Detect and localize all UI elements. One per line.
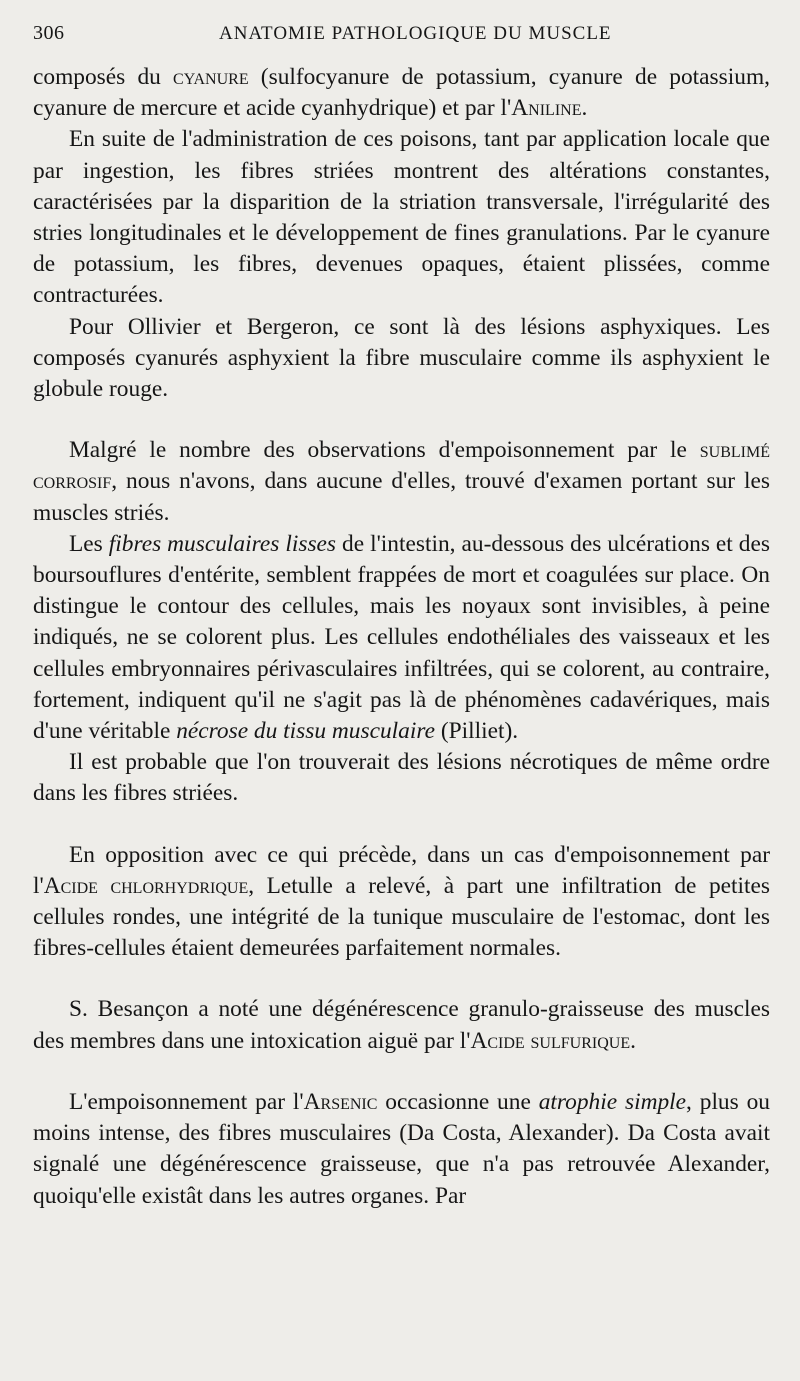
text-run: Pour Ollivier et Bergeron, ce sont là des lésions asphyxiques. Les composés cyanurés asphyxient la fibre musculaire comme ils asphyxient le globule rouge. [33,313,770,403]
paragraph-sublime-corrosif [33,435,770,529]
text-run: (sulfocyanure de potassium, cyanure de potassium, cyanure de mercure et acide cyanhydrique) et par l' [33,64,770,122]
body-text [33,62,770,1212]
paragraph-ollivier-bergeron [33,312,770,406]
page-header [33,22,770,62]
text-run: En suite de l'administration de ces poisons, tant par application locale que par ingestion, les fibres striées montrent des altérations constantes, caractérisées par la disparition de la striation transversale, l'irrégularité des stries longitudinales et le développement de fines granulations. Par le cyanure de potassium, les fibres, devenues opaques, étaient plissées, comme contracturées. [33,126,770,309]
text-run: L'empoisonnement par l' [69,1088,304,1115]
italic-term: fibres musculaires lisses [108,530,337,557]
text-run: , Letulle a relevé, à part une infiltration de petites cellules rondes, une intégrité de la tunique musculaire de l'estomac, dont les fibres-cellules étaient demeurées parfaitement normales. [33,872,770,962]
paragraph-cyanure-continued [33,62,770,124]
paragraph-cyanure-lesions [33,124,770,311]
text-run: . [630,1027,636,1054]
small-caps-term: cyanure [173,64,249,90]
page-number: 306 [33,22,65,44]
italic-term: atrophie simple [538,1088,687,1115]
small-caps-term: Acide chlorhydrique [43,872,249,899]
text-run: Malgré le nombre des observations d'empoisonnement par le [69,437,700,464]
text-run: (Pilliet). [434,718,519,745]
paragraph-acide-chlorhydrique [33,840,770,965]
small-caps-term: Aniline [511,95,582,122]
text-run: Les [69,530,109,557]
text-run: . [581,95,588,122]
small-caps-term: sublimé corrosif [33,437,770,495]
text-run: , plus ou moins intense, des fibres musculaires (Da Costa, Alexander). Da Costa avait signalé une dégénérescence graisseuse, que n'a pas retrouvée Alexander, quoiqu'elle existât dans les autres organes. Par [33,1088,770,1209]
text-run: , nous n'avons, dans aucune d'elles, trouvé d'examen portant sur les muscles striés. [33,468,770,526]
small-caps-term: Acide sulfurique [470,1027,631,1054]
text-run: occasionne une [377,1088,539,1115]
italic-term: nécrose du tissu musculaire [176,718,435,745]
paragraph-lesions-necrotiques [33,747,770,809]
text-run: de l'intestin, au-dessous des ulcérations et des boursouflures d'entérite, semblent frappées de mort et coagulées sur place. On distingue le contour des cellules, mais les noyaux sont invisibles, à peine indiqués, ne se colorent plus. Les cellules endothéliales des vaisseaux et les cellules embryonnaires périvasculaires infiltrées, qui se colorent, au contraire, fortement, indiquent qu'il ne s'agit pas là de phénomènes cadavériques, mais d'une véritable [33,530,770,745]
paragraph-arsenic [33,1087,770,1212]
paragraph-acide-sulfurique [33,994,770,1056]
text-run: En opposition avec ce qui précède, dans un cas d'empoisonnement par l' [33,841,770,899]
running-title: ANATOMIE PATHOLOGIQUE DU MUSCLE [219,23,612,44]
text-run: Il est probable que l'on trouverait des lésions nécrotiques de même ordre dans les fibres striées. [33,749,770,807]
paragraph-fibres-lisses [33,529,770,747]
small-caps-term: Arsenic [303,1088,378,1115]
text-run: composés du [33,64,174,90]
text-run: S. Besançon a noté une dégénérescence granulo-graisseuse des muscles des membres dans une intoxication aiguë par l' [33,996,770,1054]
